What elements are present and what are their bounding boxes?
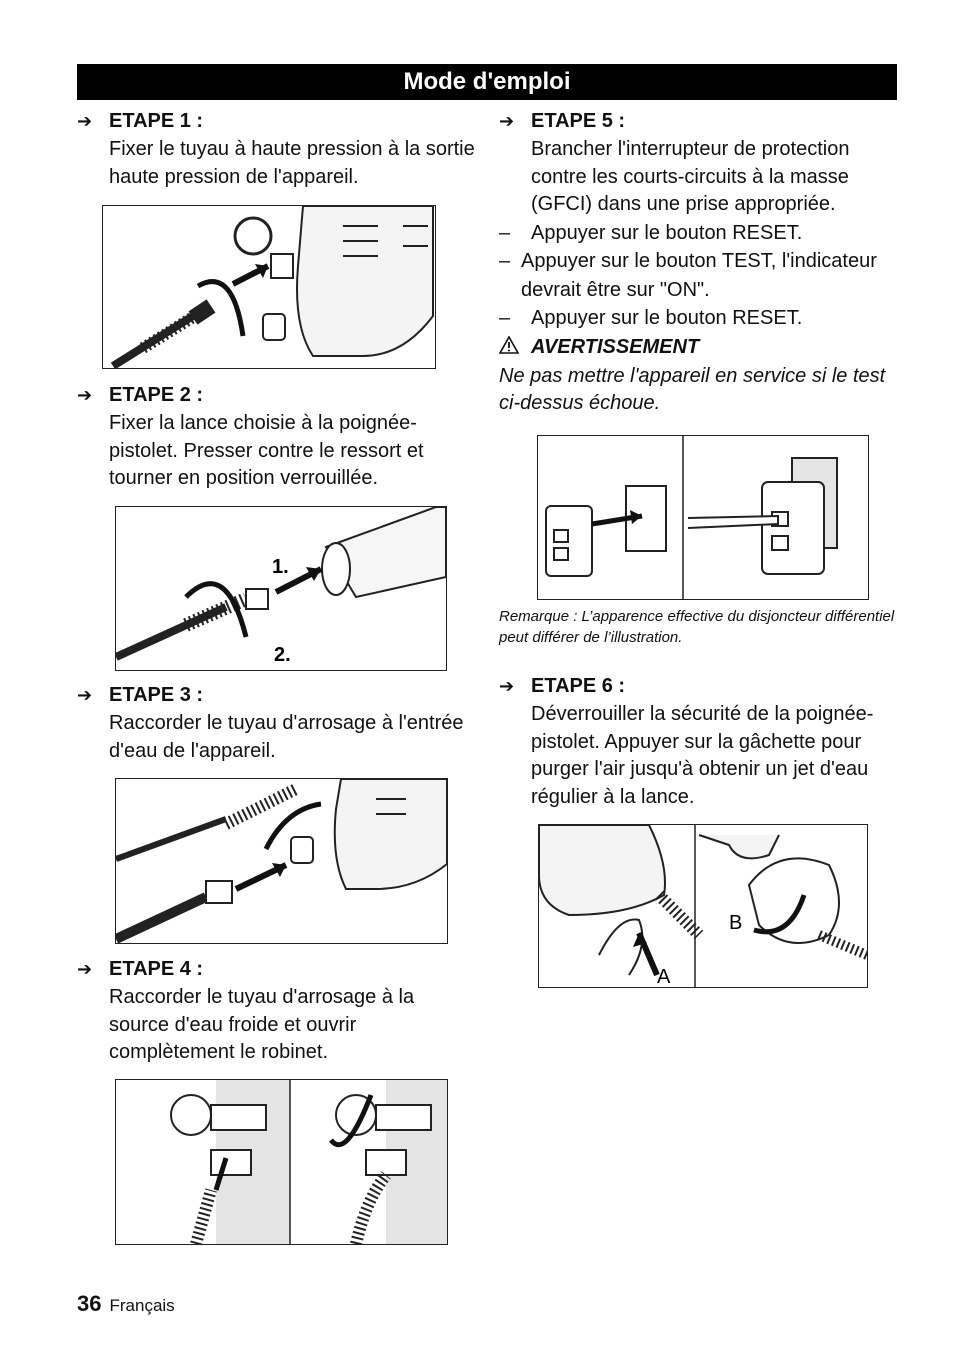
list-item: – Appuyer sur le bouton RESET. [499,307,803,329]
arrow-right-icon: ➔ [499,110,515,131]
step-2-heading [77,380,477,410]
step-1-heading [77,106,477,136]
left-column [77,106,477,191]
step-4-text: Raccorder le tuyau d'arrosage à la source d'eau froide et ouvrir complètement le robinet. [109,986,415,1063]
page-title: Mode d'emploi [77,64,897,100]
step-2-illustration [115,506,447,671]
list-item: – Appuyer sur le bouton TEST, l'indicateur devrait être sur "ON". [499,250,877,301]
step-1-label: ETAPE 1 : [109,109,204,132]
step-4-block [77,954,477,1067]
step-2-text: Fixer la lance choisie à la poignée-pistolet. Presser contre le ressort et tourner en position verrouillée. [109,412,424,489]
list-item: – Appuyer sur le bouton RESET. [499,221,803,244]
arrow-right-icon: ➔ [77,684,93,705]
step-2-label: ETAPE 2 : [109,383,204,406]
right-column [499,106,899,418]
warning-text: Ne pas mettre l'appareil en service si le test ci-dessus échoue. [499,364,886,414]
step-6-label: ETAPE 6 : [531,674,626,697]
arrow-right-icon: ➔ [77,110,93,131]
step-4-heading [77,954,477,984]
step-5-label: ETAPE 5 : [531,109,626,132]
step-1-text: Fixer le tuyau à haute pression à la sortie haute pression de l'appareil. [109,138,475,188]
step-4-illustration [115,1079,448,1245]
step-3-label: ETAPE 3 : [109,683,204,706]
fig-6-label-a: A [657,966,671,987]
step-1-illustration [102,205,436,369]
arrow-right-icon: ➔ [499,675,515,696]
step-3-block [77,680,477,765]
step-4-label: ETAPE 4 : [109,957,204,980]
warning-heading [499,333,899,363]
step-5-heading [499,106,899,136]
warning-title: AVERTISSEMENT [531,336,700,358]
fig-2-label-1: 1. [272,556,289,578]
step-3-text: Raccorder le tuyau d'arrosage à l'entrée d'eau de l'appareil. [109,712,464,762]
step-3-illustration [115,778,448,944]
step-6-block [499,671,899,811]
fig-2-label-2: 2. [274,644,291,666]
arrow-right-icon: ➔ [77,958,93,979]
fig-6-label-b: B [729,912,743,934]
warning-triangle-icon [499,336,531,360]
step-6-heading [499,671,899,701]
step-5-illustration [537,435,869,600]
step-2-block [77,380,477,493]
step-6-text: Déverrouiller la sécurité de la poignée-pistolet. Appuyer sur la gâchette pour purger l'air jusqu'à obtenir un jet d'eau régulier à la lance. [531,703,874,808]
page-footer [77,1291,175,1317]
step-5-list [499,219,899,333]
arrow-right-icon: ➔ [77,384,93,405]
step-3-heading [77,680,477,710]
illustration-note: Remarque : L’apparence effective du disjoncteur différentiel peut différer de l’illustration. [499,608,895,646]
page-number: 36 [77,1291,102,1316]
step-6-illustration [538,824,868,988]
step-5-text: Brancher l'interrupteur de protection contre les courts-circuits à la masse (GFCI) dans une prise appropriée. [531,138,850,215]
footer-language: Français [109,1296,175,1315]
